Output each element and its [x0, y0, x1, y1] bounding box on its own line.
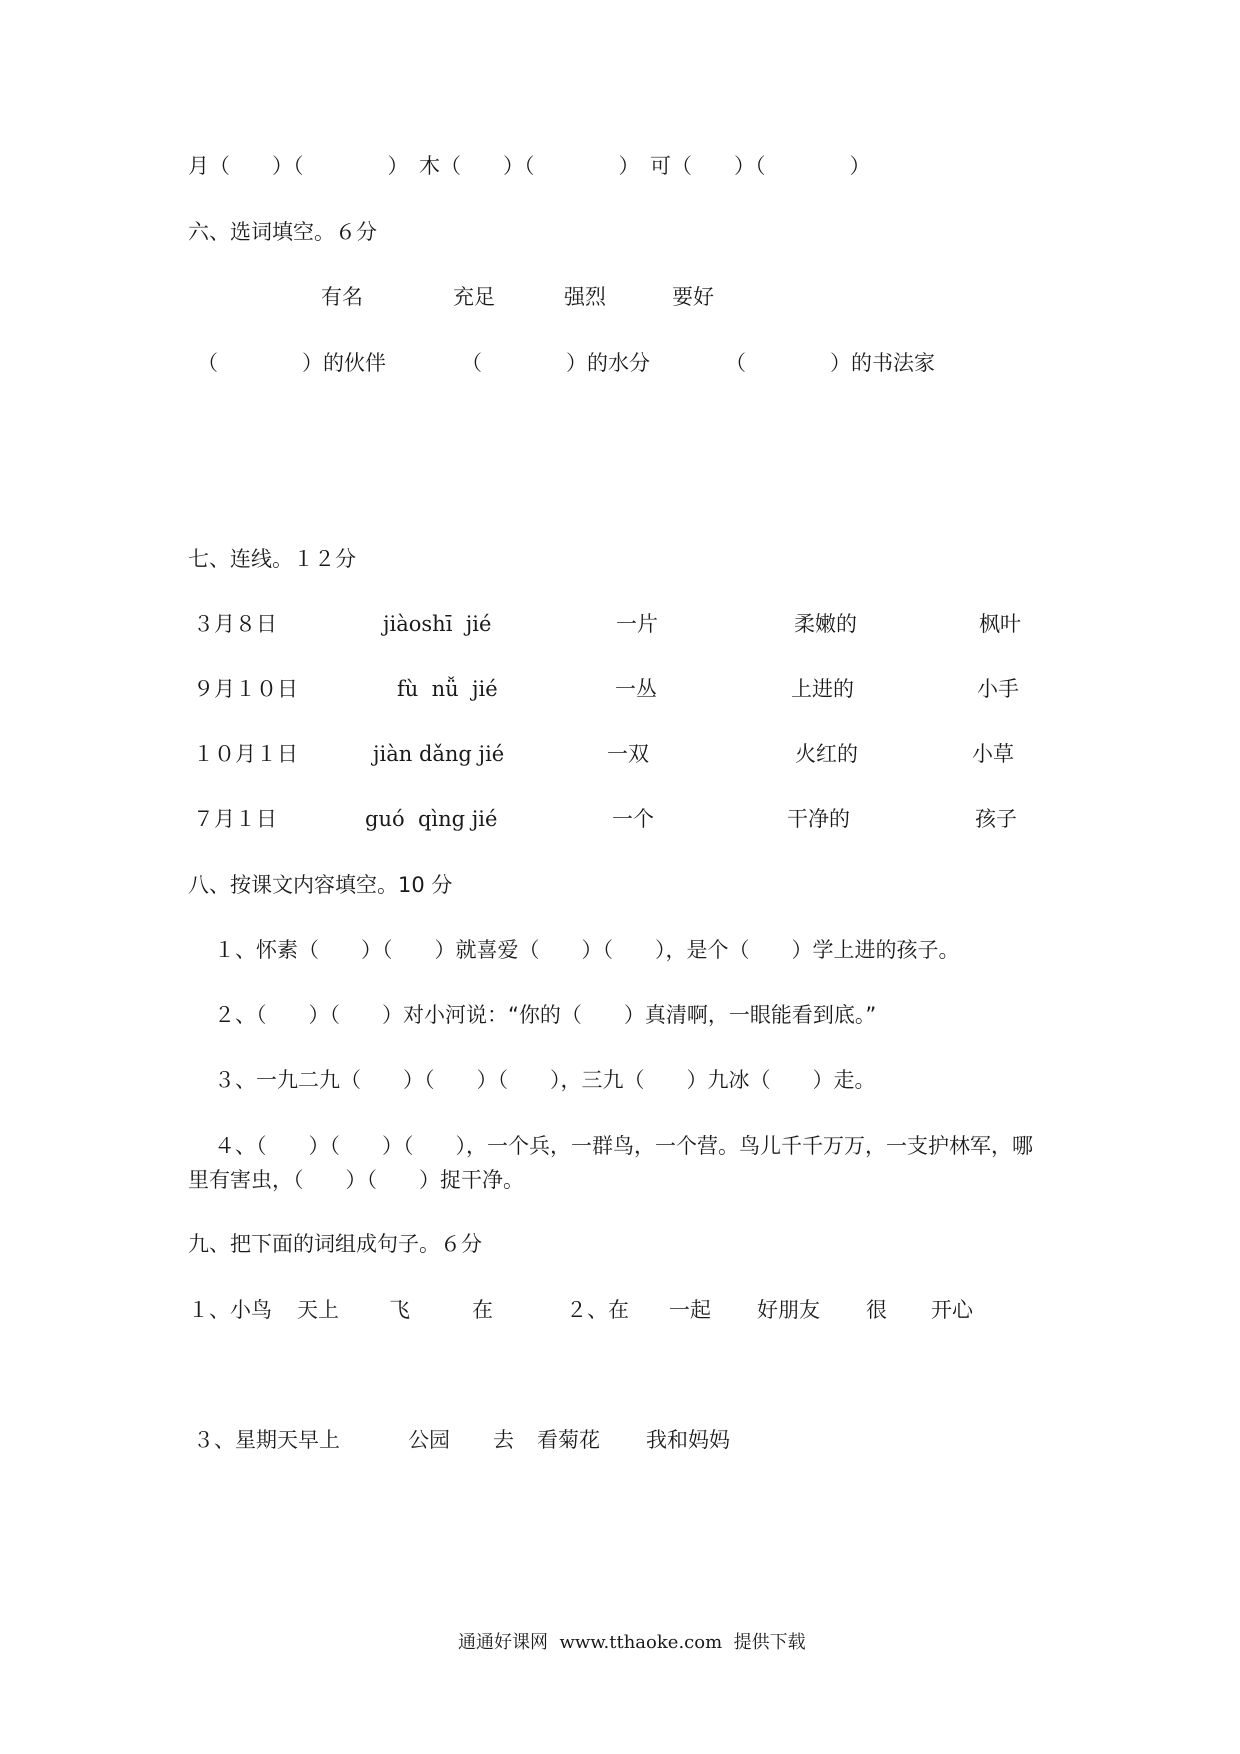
fill-blank-item: （ ）的水分 [461, 351, 650, 375]
word-tile: 看菊花 [537, 1428, 600, 1452]
fill-sentence: ３、一九二九（ ）（ ）（ ），三九（ ）九冰（ ）走。 [214, 1068, 876, 1092]
word-choice: 充足 [453, 285, 495, 309]
word-tile: 去 [493, 1428, 514, 1452]
word-tile: 天上 [297, 1298, 339, 1322]
match-noun: 小草 [972, 742, 1014, 766]
match-pinyin: jiàn dǎng jié [373, 742, 505, 766]
word-tile: 好朋友 [757, 1298, 820, 1322]
match-pinyin: guó qìng jié [365, 807, 498, 831]
fill-sentence: ２、（ ）（ ）对小河说：“你的（ ）真清啊，一眼能看到底。” [214, 1003, 877, 1027]
fill-sentence-continued: 里有害虫，（ ）（ ）捉干净。 [188, 1168, 524, 1192]
word-tile: 很 [866, 1298, 887, 1322]
match-date: ３月８日 [193, 612, 277, 636]
section-8-heading: 八、按课文内容填空。10 分 [188, 873, 453, 897]
match-adjective: 火红的 [795, 742, 858, 766]
match-pinyin: jiàoshī jié [383, 612, 492, 636]
match-date: ９月１０日 [193, 677, 298, 701]
word-tile: 飞 [389, 1298, 410, 1322]
section-9-heading: 九、把下面的词组成句子。６分 [188, 1232, 482, 1256]
match-adjective: 上进的 [791, 677, 854, 701]
match-date: ７月１日 [193, 807, 277, 831]
top-fill-row: 月（ ）（ ） 木（ ）（ ） 可（ ）（ ） [188, 154, 871, 178]
fill-blank-item: （ ）的伙伴 [197, 351, 386, 375]
match-measure: 一个 [612, 807, 654, 831]
word-choice: 强烈 [564, 285, 606, 309]
word-choice: 要好 [672, 285, 714, 309]
word-tile: 我和妈妈 [646, 1428, 730, 1452]
word-tile: 在 [472, 1298, 493, 1322]
section-6-heading: 六、选词填空。６分 [188, 220, 377, 244]
match-noun: 枫叶 [979, 612, 1021, 636]
match-measure: 一双 [607, 742, 649, 766]
word-tile: ３、星期天早上 [193, 1428, 340, 1452]
match-measure: 一丛 [615, 677, 657, 701]
match-noun: 孩子 [975, 807, 1017, 831]
match-adjective: 干净的 [787, 807, 850, 831]
word-choice: 有名 [321, 285, 363, 309]
fill-blank-item: （ ）的书法家 [725, 351, 935, 375]
word-tile: 公园 [408, 1428, 450, 1452]
fill-sentence: １、怀素（ ）（ ）就喜爱（ ）（ ），是个（ ）学上进的孩子。 [214, 938, 960, 962]
word-tile: 一起 [669, 1298, 711, 1322]
match-measure: 一片 [616, 612, 658, 636]
word-tile: １、小鸟 [188, 1298, 272, 1322]
page-footer: 通通好课网 www.tthaoke.com 提供下载 [458, 1632, 806, 1653]
match-adjective: 柔嫩的 [794, 612, 857, 636]
word-tile: 开心 [931, 1298, 973, 1322]
section-7-heading: 七、连线。１２分 [188, 547, 356, 571]
fill-sentence: ４、（ ）（ ）（ ），一个兵，一群鸟，一个营。鸟儿千千万万，一支护林军，哪 [214, 1134, 1033, 1158]
match-pinyin: fù nǚ jié [397, 677, 498, 701]
match-noun: 小手 [977, 677, 1019, 701]
match-date: １０月１日 [193, 742, 298, 766]
word-tile: ２、在 [566, 1298, 629, 1322]
